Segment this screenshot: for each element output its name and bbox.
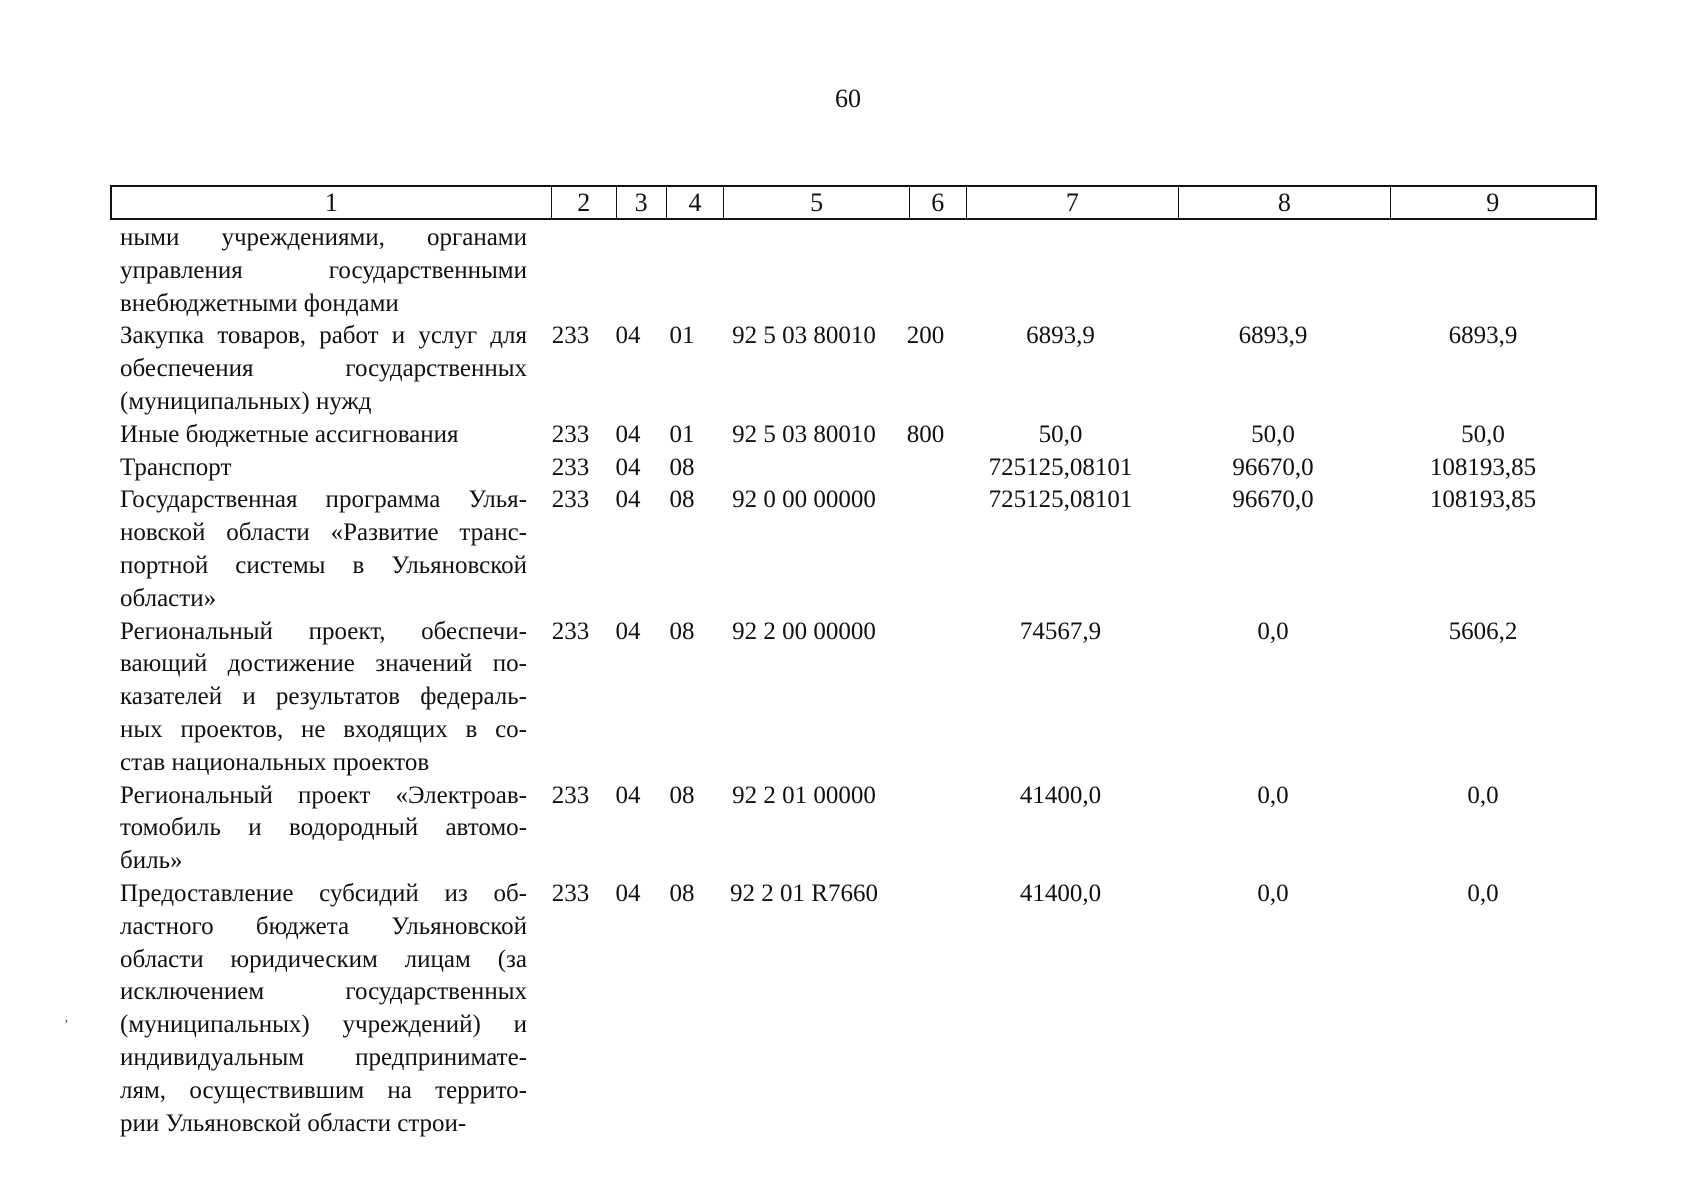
section-code: 04	[615, 781, 641, 809]
amount-year-1: 725125,08101	[988, 453, 1133, 481]
table-body	[110, 222, 1597, 1140]
description-line: области юридическим лицам (за	[120, 945, 527, 973]
table-row	[110, 878, 1597, 1140]
subsection-code: 08	[669, 879, 695, 907]
description-line: ных проектов, не входящих в со-	[120, 715, 527, 743]
row-description	[110, 616, 538, 780]
amount-year-3: 108193,85	[1429, 453, 1537, 481]
description-line: обеспечения государственных	[120, 355, 527, 383]
chapter-code: 233	[551, 617, 590, 645]
header-col-6: 6	[909, 187, 966, 218]
amount-year-3: 0,0	[1467, 781, 1499, 809]
section-code: 04	[615, 453, 641, 481]
amount-year-2: 0,0	[1257, 781, 1289, 809]
header-col-5: 5	[723, 187, 909, 218]
description-line: вающий достижение значений по-	[120, 650, 527, 678]
description-line: Региональный проект, обеспечи-	[120, 617, 527, 645]
expense-type-code	[897, 878, 954, 1140]
amount-year-3: 5606,2	[1448, 617, 1518, 645]
description-line: ластного бюджета Ульяновской	[120, 912, 527, 940]
section-code	[603, 222, 653, 320]
amount-year-3: 50,0	[1461, 420, 1505, 448]
amount-year-1: 41400,0	[1019, 781, 1102, 809]
expense-type-code: 200	[906, 322, 945, 350]
target-article-code: 92 2 01 00000	[732, 781, 876, 809]
row-description	[110, 320, 538, 418]
expense-type-code	[897, 484, 954, 615]
expense-type-code	[897, 616, 954, 780]
amount-year-2	[1167, 222, 1379, 320]
row-description	[110, 419, 538, 452]
target-article-code: 92 5 03 80010	[732, 322, 876, 350]
amount-year-2: 96670,0	[1232, 453, 1314, 481]
subsection-code: 08	[669, 781, 695, 809]
subsection-code: 08	[669, 617, 695, 645]
amount-year-3	[1379, 222, 1587, 320]
table-row	[110, 419, 1597, 452]
expense-type-code	[897, 780, 954, 878]
description-line: (муниципальных) учреждений) и	[120, 1011, 527, 1039]
chapter-code: 233	[551, 486, 590, 514]
description-line: Иные бюджетные ассигнования	[120, 420, 459, 448]
amount-year-3: 6893,9	[1448, 322, 1518, 350]
row-description	[110, 222, 538, 320]
amount-year-2: 96670,0	[1232, 486, 1314, 514]
amount-year-1: 50,0	[1038, 420, 1083, 448]
target-article-code	[711, 222, 897, 320]
row-description	[110, 780, 538, 878]
subsection-code: 01	[669, 322, 695, 350]
section-code: 04	[615, 322, 641, 350]
target-article-code	[711, 452, 897, 485]
header-col-1: 1	[324, 187, 338, 217]
description-line: портной системы в Ульяновской	[120, 551, 527, 579]
table-row	[110, 616, 1597, 780]
table-row	[110, 484, 1597, 615]
header-col-2: 2	[551, 187, 616, 218]
description-line: области»	[120, 584, 217, 612]
amount-year-3: 0,0	[1467, 879, 1499, 907]
row-description	[110, 452, 538, 485]
table-row	[110, 780, 1597, 878]
target-article-code: 92 2 01 R7660	[730, 879, 878, 907]
header-col-8: 8	[1178, 187, 1389, 218]
subsection-code: 08	[669, 453, 695, 481]
amount-year-3: 108193,85	[1429, 486, 1537, 514]
page-number: 60	[835, 84, 861, 113]
expense-type-code	[897, 222, 954, 320]
description-line: Региональный проект «Электроав-	[120, 781, 527, 809]
amount-year-2: 50,0	[1251, 420, 1295, 448]
chapter-code: 233	[551, 879, 590, 907]
target-article-code: 92 2 00 00000	[732, 617, 876, 645]
section-code: 04	[615, 486, 641, 514]
row-description	[110, 484, 538, 615]
section-code: 04	[615, 617, 641, 645]
target-article-code: 92 5 03 80010	[732, 420, 876, 448]
chapter-code: 233	[551, 420, 590, 448]
amount-year-1	[954, 222, 1167, 320]
description-line: лям, осуществившим на террито-	[120, 1076, 527, 1104]
chapter-code	[538, 222, 603, 320]
target-article-code: 92 0 00 00000	[732, 486, 876, 514]
section-code: 04	[615, 420, 641, 448]
subsection-code: 08	[669, 486, 695, 514]
row-description	[110, 878, 538, 1140]
amount-year-1: 6893,9	[1026, 322, 1095, 350]
description-line: казателей и результатов федераль-	[120, 683, 527, 711]
description-line: томобиль и водородный автомо-	[120, 814, 527, 842]
description-line: Транспорт	[120, 453, 232, 481]
table-row	[110, 452, 1597, 485]
table-header-row	[110, 185, 1597, 220]
description-line: Государственная программа Улья-	[120, 486, 527, 514]
description-line: Предоставление субсидий из об-	[120, 879, 527, 907]
description-line: став национальных проектов	[120, 748, 430, 776]
amount-year-2: 6893,9	[1238, 322, 1308, 350]
expense-type-code	[897, 452, 954, 485]
chapter-code: 233	[551, 453, 590, 481]
scan-mark: ’	[64, 1018, 69, 1033]
section-code: 04	[615, 879, 641, 907]
chapter-code: 233	[551, 322, 590, 350]
description-line: внебюджетными фондами	[120, 289, 399, 317]
subsection-code	[653, 222, 711, 320]
description-line: (муниципальных) нужд	[120, 387, 372, 415]
subsection-code: 01	[669, 420, 695, 448]
amount-year-2: 0,0	[1257, 879, 1289, 907]
description-line: индивидуальным предпринимате-	[120, 1043, 527, 1071]
chapter-code: 233	[551, 781, 590, 809]
description-line: исключением государственных	[120, 978, 527, 1006]
expense-type-code: 800	[906, 420, 945, 448]
description-line: управления государственными	[120, 256, 527, 284]
description-line: биль»	[120, 847, 183, 875]
header-col-7: 7	[966, 187, 1178, 218]
amount-year-1: 725125,08101	[988, 486, 1133, 514]
header-col-4: 4	[666, 187, 724, 218]
table-row	[110, 320, 1597, 418]
amount-year-2: 0,0	[1257, 617, 1289, 645]
description-line: ными учреждениями, органами	[120, 224, 527, 251]
description-line: Закупка товаров, работ и услуг для	[120, 322, 527, 350]
description-line: новской области «Развитие транс-	[120, 519, 527, 547]
header-col-9: 9	[1390, 187, 1595, 218]
header-col-3: 3	[616, 187, 666, 218]
amount-year-1: 74567,9	[1019, 617, 1102, 645]
table-row	[110, 222, 1597, 320]
amount-year-1: 41400,0	[1019, 879, 1102, 907]
description-line: рии Ульяновской области строи-	[120, 1109, 467, 1137]
